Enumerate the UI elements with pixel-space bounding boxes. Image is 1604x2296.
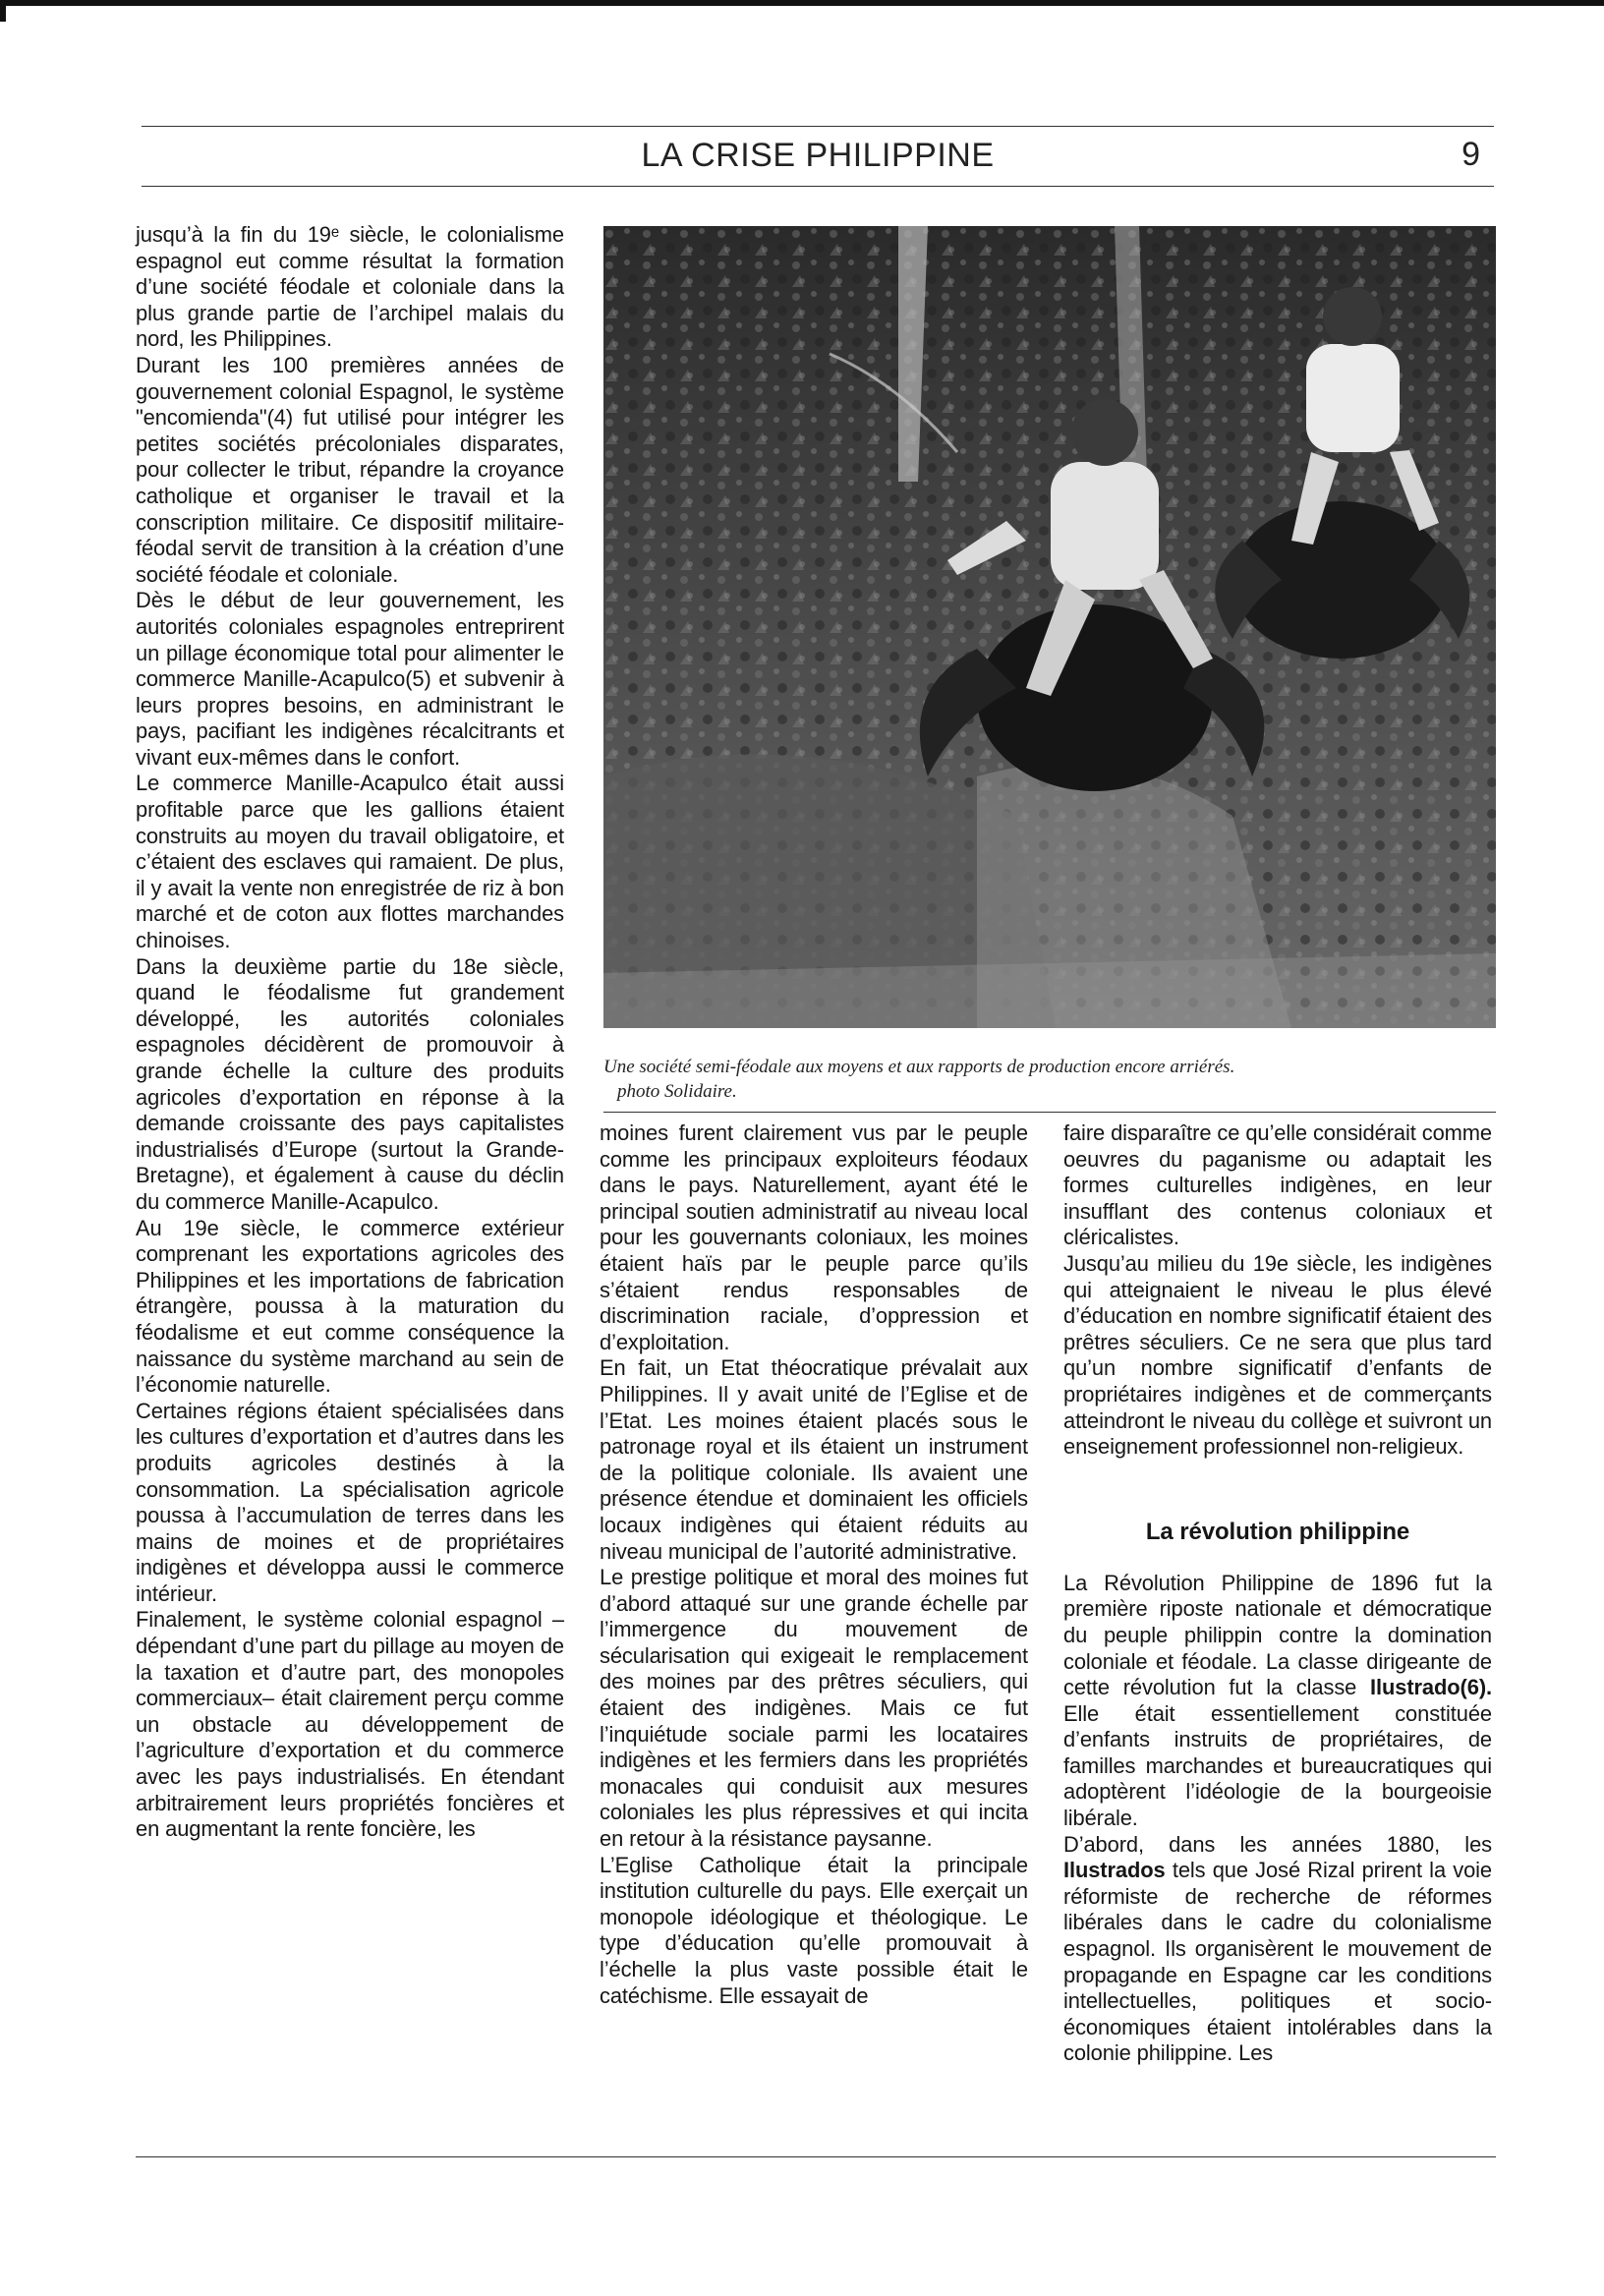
paragraph: faire disparaître ce qu’elle considérait comme oeuvres du paganisme ou adaptait les formes culturelles indigènes, en leur insufflant des contenus coloniaux et cléricalistes. (1063, 1120, 1492, 1250)
paragraph: Le commerce Manille-Acapulco était aussi profitable parce que les gallions étaient construits au moyen du travail obligatoire, et c’étaient des esclaves qui ramaient. De plus, il y avait la vente non enregistrée de riz à bon marché et de coton aux flottes marchandes chinoises. (136, 771, 564, 953)
text-column-2 (600, 1120, 1028, 2009)
paragraph (1063, 1832, 1492, 2067)
text-column-1 (136, 222, 564, 1843)
photo-caption (603, 1055, 1508, 1104)
bold-term: Ilustrados (1063, 1858, 1166, 1883)
page-header (142, 126, 1494, 187)
photo-credit: photo Solidaire. (617, 1081, 737, 1102)
caption-text: Une société semi-féodale aux moyens et aux rapports de production encore arriérés. (603, 1057, 1235, 1077)
paragraph: Le prestige politique et moral des moines fut d’abord attaqué sur une grande échelle par l’immergence du mouvement de sécularisation qui exigeait le remplacement des moines par des prêtres séculiers, qui étaient des indigènes. Mais ce fut l’inquiétude sociale parmi les locataires indigènes et les fermiers dans les propriétés monacales qui conduisit aux mesures coloniales les plus répressives et qui incita en retour à la résistance paysanne. (600, 1565, 1028, 1852)
text-run: D’abord, dans les années 1880, les (1063, 1831, 1492, 1857)
text-run: Elle était essentiellement constituée d’enfants instruits de propriétaires, de familles marchandes et bureaucratiques qui adoptèrent l’idéologie de la bourgeoisie libérale. (1063, 1700, 1492, 1831)
paragraph: En fait, un Etat théocratique prévalait aux Philippines. Il y avait unité de l’Eglise et de l’Etat. Les moines étaient placés sous le patronage royal et ils étaient un instrument de la politique coloniale. Ils avaient une présence étendue et dominaient les officiels locaux indigènes qui étaient réduits au niveau municipal de l’autorité administrative. (600, 1355, 1028, 1564)
text-column-3 (1063, 1120, 1492, 2067)
text-run: La Révolution Philippine de 1896 fut la première riposte nationale et démocratique du peuple philippin contre la domination coloniale et féodale. La classe dirigeante de cette révolution fut la classe (1063, 1570, 1492, 1700)
paragraph (1063, 1571, 1492, 1832)
bold-term: Ilustrado(6). (1370, 1675, 1492, 1700)
paragraph: Dans la deuxième partie du 18e siècle, quand le féodalisme fut grandement développé, les autorités coloniales espagnoles décidèrent de promouvoir à grande échelle la culture des produits agricoles d’exportation en réponse à la demande croissante des pays capitalistes industrialisés d’Europe (surtout la Grande-Bretagne), et également à cause du déclin du commerce Manille-Acapulco. (136, 953, 564, 1214)
paragraph: Durant les 100 premières années de gouvernement colonial Espagnol, le système "encomienda"(4) fut utilisé pour intégrer les petites sociétés précoloniales disparates, pour collecter le tribut, répandre la croyance catholique et organiser le travail et la conscription militaire. Ce dispositif militaire-féodal servit de transition à la création d’une société féodale et coloniale. (136, 352, 564, 587)
paragraph: jusqu’à la fin du 19ᵉ siècle, le colonialisme espagnol eut comme résultat la formation d’une société féodale et coloniale dans la plus grande partie de l’archipel malais du nord, les Philippines. (136, 222, 564, 352)
paragraph: Jusqu’au milieu du 19e siècle, les indigènes qui atteignaient le niveau le plus élevé d’éducation en nombre significatif étaient des prêtres séculiers. Ce ne sera que plus tard qu’un nombre significatif d’enfants de propriétaires indigènes et de commerçants atteindront le niveau du collège et suivront un enseignement professionnel non-religieux. (1063, 1250, 1492, 1460)
running-title: LA CRISE PHILIPPINE (641, 137, 995, 174)
section-spacer (1063, 1461, 1492, 1518)
paragraph: moines furent clairement vus par le peuple comme les principaux exploiteurs féodaux dans le pays. Naturellement, ayant été le principal soutien administratif au niveau local pour les gouvernants coloniaux, les moines étaient haïs par le peuple parce qu’ils s’étaient rendus responsables de discrimination raciale, d’oppression et d’exploitation. (600, 1120, 1028, 1354)
bottom-divider (136, 2156, 1496, 2157)
paragraph: Finalement, le système colonial espagnol –dépendant d’une part du pillage au moyen de la taxation et d’autre part, des monopoles commerciaux– était clairement perçu comme un obstacle au développement de l’agriculture d’exportation et du commerce avec les pays industrialisés. En étendant arbitrairement leurs propriétés foncières et en augmentant la rente foncière, les (136, 1607, 564, 1842)
page-corner-mark (0, 0, 1604, 18)
paragraph: Certaines régions étaient spécialisées dans les cultures d’exportation et d’autres dans les produits agricoles destinés à la consommation. La spécialisation agricole poussa à l’accumulation de terres dans les mains de moines et de propriétaires indigènes et développa aussi le commerce intérieur. (136, 1398, 564, 1606)
caption-divider (603, 1112, 1496, 1113)
paragraph: Au 19e siècle, le commerce extérieur comprenant les exportations agricoles des Philippines et les importations de fabrication étrangère, poussa à la maturation du féodalisme et eut comme conséquence la naissance du système marchand au sein de l’économie naturelle. (136, 1215, 564, 1398)
paragraph: L’Eglise Catholique était la principale institution culturelle du pays. Elle exerçait un monopole idéologique et théologique. Le type d’éducation qu’elle promouvait à l’échelle la plus vaste possible était le catéchisme. Elle essayait de (600, 1852, 1028, 2008)
text-run: tels que José Rizal prirent la voie réformiste de recherche de réformes libérales dans le cadre du colonialisme espagnol. Ils organisèrent le mouvement de propagande en Espagne car les conditions intellectuelles, politiques et socio-économiques étaient intolérables dans la colonie philippine. Les (1063, 1858, 1492, 2066)
page-number: 9 (1461, 136, 1480, 173)
section-heading: La révolution philippine (1145, 1518, 1410, 1545)
paragraph: Dès le début de leur gouvernement, les autorités coloniales espagnoles entreprirent un pillage économique total pour alimenter le commerce Manille-Acapulco(5) et subvenir à leurs propres besoins, en administrant le pays, pacifiant les indigènes récalcitrants et vivant eux-mêmes dans le confort. (136, 588, 564, 770)
section-spacer (1063, 1547, 1492, 1571)
photo-men-riding-water-buffalo (603, 226, 1496, 1028)
